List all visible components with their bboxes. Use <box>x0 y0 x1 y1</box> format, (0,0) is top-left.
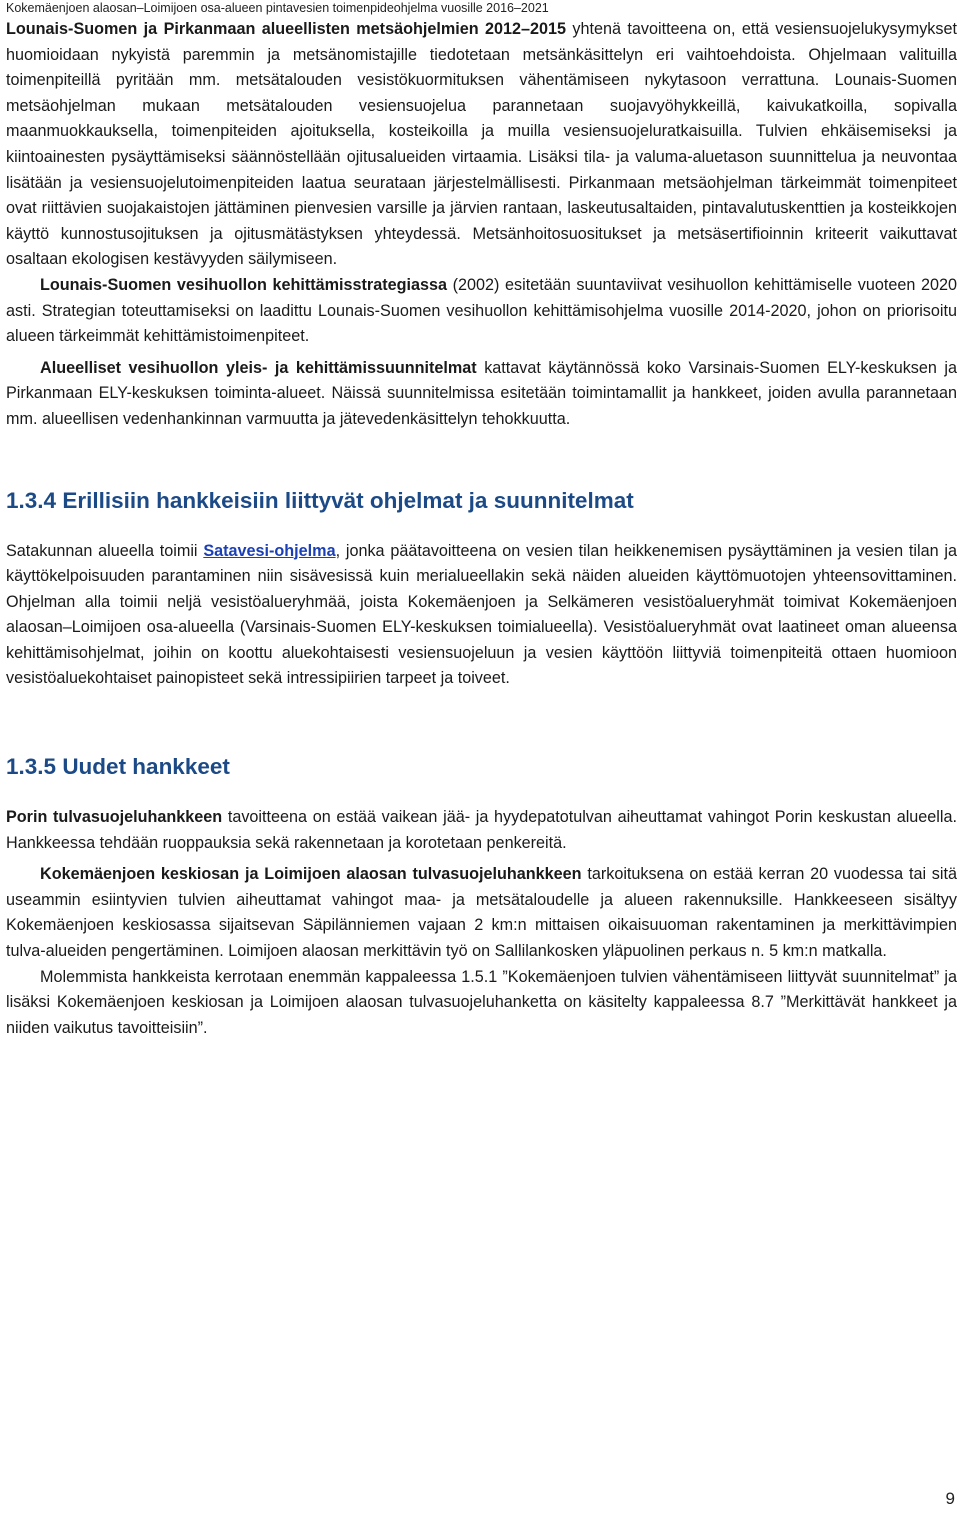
regional-plans-lead: Alueelliset vesihuollon yleis- ja kehittämissuunnitelmat <box>40 358 477 377</box>
paragraph-regional-plans <box>6 356 957 433</box>
page-content <box>6 17 957 1041</box>
water-strategy-text: (2002) esitetään suuntaviivat vesihuollon kehittämiselle vuoteen 2020 asti. Strategian toteuttamiseksi on laadittu Lounais-Suomen vesihuollon kehittämisohjelma vuosille 2014-2020, johon on priorisoitu alueen tärkeimmät kehittämistoimenpiteet. <box>6 275 957 346</box>
paragraph-satavesi <box>6 539 957 693</box>
pori-project-text: tavoitteena on estää vaikean jää- ja hyydepatotulvan aiheuttamat vahingot Porin keskustan alueella. Hankkeessa tehdään ruoppauksia sekä rakennetaan ja korotetaan penkereitä. <box>6 808 957 852</box>
section-heading-1-3-5 <box>6 753 957 781</box>
pori-project-lead: Porin tulvasuojeluhankkeen <box>6 808 223 827</box>
heading-number: 1.3.4 <box>6 487 57 513</box>
paragraph-forest-programs <box>6 17 957 273</box>
heading-number: 1.3.5 <box>6 754 57 780</box>
heading-title: Erillisiin hankkeisiin liittyvät ohjelmat ja suunnitelmat <box>62 487 634 513</box>
forest-programs-lead: Lounais-Suomen ja Pirkanmaan alueellisten metsäohjelmien 2012–2015 <box>6 20 567 38</box>
heading-title: Uudet hankkeet <box>62 754 230 780</box>
satavesi-text-before: Satakunnan alueella toimii <box>6 541 204 560</box>
satavesi-program-link[interactable]: Satavesi-ohjelma <box>203 541 336 560</box>
paragraph-reference: Molemmista hankkeista kerrotaan enemmän kappaleessa 1.5.1 ”Kokemäenjoen tulvien vähentämiseen liittyvät suunnitelmat” ja lisäksi Kokemäenjoen keskiosan ja Loimijoen alaosan tulvasuojeluhanketta on käsitelty kappaleessa 8.7 ”Merkittävät hankkeet ja niiden vaikutus tavoitteisiin”. <box>6 967 957 1037</box>
regional-plans-text: kattavat käytännössä koko Varsinais-Suomen ELY-keskuksen ja Pirkanmaan ELY-keskuksen toiminta-alueet. Näissä suunnitelmissa esitetään toimintamallit ja hankkeet, joiden avulla parannetaan mm. alueellisen vedenhankinnan varmuutta ja jätevedenkäsittelyn tehokkuutta. <box>6 358 958 428</box>
forest-programs-text: yhtenä tavoitteena on, että vesiensuojelukysymykset huomioidaan nykyistä paremmin ja metsänomistajille tiedotetaan metsänkäsittelyn eri vaihtoehdoista. Ohjelmaan valituilla toimenpiteillä pyritään mm. metsätalouden vesistökuormituksen vähentämiseen nykytasoon verrattuna. Lounais-Suomen metsäohjelman mukaan metsätalouden vesiensuojelua parannetaan suojavyöhykkeillä, kaivukatkoilla, sopivalla maanmuokkauksella, toimenpiteiden ajoituksella, kosteikoilla ja muilla vesiensuojeluratkaisuilla. Tulvien ehkäisemiseksi ja kiintoainesten pysäyttämiseksi säännöstellään ojitusalueiden virtaamia. Lisäksi tila- ja valuma-aluetason suunnittelua ja neuvontaa lisätään ja vesiensuojelutoimenpiteiden laatua seurataan järjestelmällisesti. Pirkanmaan metsäohjelman tärkeimmät toimenpiteet ovat riittävien suojakaistojen jättäminen pienvesien varsille ja järvien rantaan, laskeutusaltaiden, pintavalutuskenttien ja kosteikkojen käyttö kunnostusojituksen ja ojitusmätästyksen yhteydessä. Metsänhoitosuositukset ja metsäsertifioinnin kriteerit vaikuttavat osaltaan ekologisen kestävyyden säilymiseen. <box>6 20 957 269</box>
satavesi-text-after: , jonka päätavoitteena on vesien tilan heikkenemisen pysäyttäminen ja vesien tilan ja käyttökelpoisuuden parantaminen niin sisävesissä kuin merialueellakin sekä näiden alueiden käyttömuotojen yhteensovittaminen. Ohjelman alla toimii neljä vesistöalueryhmää, joista Kokemäenjoen ja Selkämeren vesistöalueryhmät toimivat Kokemäenjoen alaosan–Loimijoen osa-alueella (Varsinais-Suomen ELY-keskuksen toimialueella). Vesistöalueryhmät ovat laatineet oman alueensa kehittämisohjelmat, joihin on koottu aluekohtaisesti vesiensuojeluun ja vesien käyttöön liittyviä toimenpiteitä ottaen huomioon vesistöaluekohtaiset painopisteet sekä intressipiirien tarpeet ja toiveet. <box>6 541 958 688</box>
kokemaenjoki-project-lead: Kokemäenjoen keskiosan ja Loimijoen alaosan tulvasuojeluhankkeen <box>40 865 582 884</box>
kokemaenjoki-project-text: tarkoituksena on estää kerran 20 vuodessa tai sitä useammin esiintyvien tulvien aiheuttamat vahingot maa- ja metsätaloudelle ja alueen rakennuksille. Hankkeeseen sisältyy Kokemäenjoen keskiosassa sijaitsevan Säpilänniemen vajaan 2 km:n mittaisen oikaisuuoman rakentaminen ja merkittävimpien tulva-alueiden pengertäminen. Loimijoen alaosan merkittävin työ on Sallilankosken yläpuolinen perkaus n. 5 km:n matkalla. <box>6 865 957 961</box>
page-number: 9 <box>945 1489 955 1508</box>
section-heading-1-3-4 <box>6 487 957 515</box>
paragraph-kokemaenjoki-project <box>6 862 957 964</box>
water-strategy-lead: Lounais-Suomen vesihuollon kehittämisstrategiassa <box>40 275 448 294</box>
paragraph-pori-flood-project <box>6 805 957 856</box>
running-header: Kokemäenjoen alaosan–Loimijoen osa-alueen pintavesien toimenpideohjelma vuosille 2016–2021 <box>6 1 549 15</box>
paragraph-water-strategy <box>6 273 957 350</box>
